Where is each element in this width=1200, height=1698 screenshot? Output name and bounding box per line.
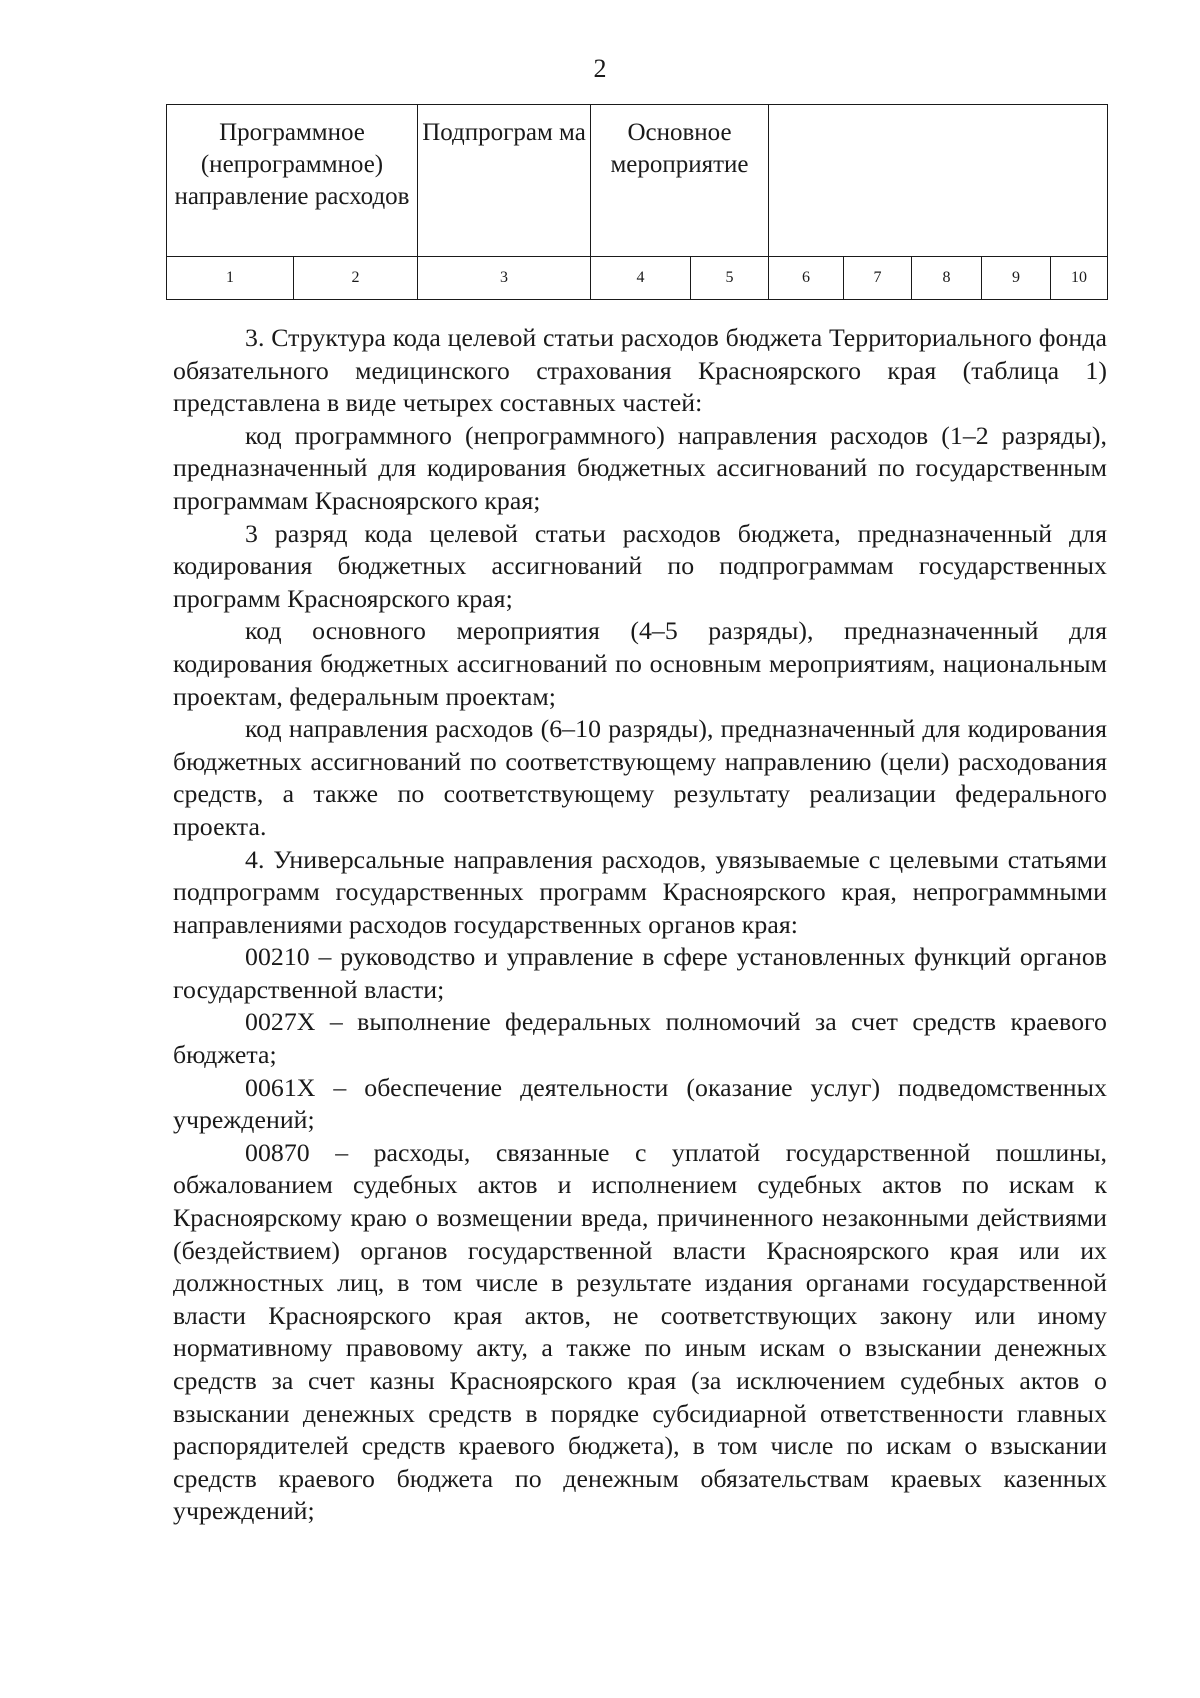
paragraph-code-0027x: 0027Х – выполнение федеральных полномочий за счет средств краевого бюджета; xyxy=(173,1007,1107,1070)
column-number: 10 xyxy=(1051,257,1108,300)
header-expense-direction xyxy=(769,105,1108,257)
header-program-direction: Программное (непрограммное) направление расходов xyxy=(167,105,418,257)
table-header-row xyxy=(167,105,1108,257)
paragraph-code-structure: 3. Структура кода целевой статьи расходов бюджета Территориального фонда обязательного медицинского страхования Красноярского края (таблица 1) представлена в виде четырех составных частей: xyxy=(173,323,1107,418)
page-number: 2 xyxy=(593,54,607,83)
column-number: 9 xyxy=(982,257,1051,300)
target-article-code-table xyxy=(166,104,1108,300)
column-number: 7 xyxy=(844,257,912,300)
column-number: 4 xyxy=(591,257,691,300)
paragraph-main-event-code: код основного мероприятия (4–5 разряды), предназначенный для кодирования бюджетных ассигнований по основным мероприятиям, национальным проектам, федеральным проектам; xyxy=(173,616,1107,711)
paragraph-code-00870: 00870 – расходы, связанные с уплатой государственной пошлины, обжалованием судебных актов и исполнением судебных актов по искам к Красноярскому краю о возмещении вреда, причиненного незаконными действиями (бездействием) органов государственной власти Красноярского края или их должностных лиц, в том числе в результате издания органами государственной власти Красноярского края актов, не соответствующих закону или иному нормативному правовому акту, а также по иным искам о взыскании денежных средств за счет казны Красноярского края (за исключением судебных актов о взыскании денежных средств в порядке субсидиарной ответственности главных распорядителей средств краевого бюджета), в том числе по искам о взыскании средств краевого бюджета по денежным обязательствам краевых казенных учреждений; xyxy=(173,1137,1107,1526)
paragraph-program-code: код программного (непрограммного) направления расходов (1–2 разряды), предназначенный для кодирования бюджетных ассигнований по государственным программам Красноярского края; xyxy=(173,420,1107,515)
paragraph-expense-direction-code: код направления расходов (6–10 разряды), предназначенный для кодирования бюджетных ассигнований по соответствующему направлению (цели) расходования средств, а также по соответствующему результату реализации федерального проекта. xyxy=(173,714,1107,841)
column-number: 5 xyxy=(691,257,769,300)
column-number: 6 xyxy=(769,257,844,300)
column-number: 2 xyxy=(294,257,418,300)
table-column-numbers-row xyxy=(167,257,1108,300)
paragraph-code-00210: 00210 – руководство и управление в сфере установленных функций органов государственной власти; xyxy=(173,942,1107,1004)
paragraph-code-0061x: 0061Х – обеспечение деятельности (оказание услуг) подведомственных учреждений; xyxy=(173,1072,1107,1135)
header-subprogram: Подпрограм ма xyxy=(418,105,591,257)
paragraph-universal-directions: 4. Универсальные направления расходов, увязываемые с целевыми статьями подпрограмм государственных программ Красноярского края, непрограммными направлениями расходов государственных органов края: xyxy=(173,844,1107,939)
document-body xyxy=(173,322,1107,1528)
column-number: 8 xyxy=(912,257,982,300)
paragraph-subprogram-digit: 3 разряд кода целевой статьи расходов бюджета, предназначенный для кодирования бюджетных ассигнований по подпрограммам государственных программ Красноярского края; xyxy=(173,518,1107,613)
column-number: 3 xyxy=(418,257,591,300)
header-main-event: Основное мероприятие xyxy=(591,105,769,257)
column-number: 1 xyxy=(167,257,294,300)
